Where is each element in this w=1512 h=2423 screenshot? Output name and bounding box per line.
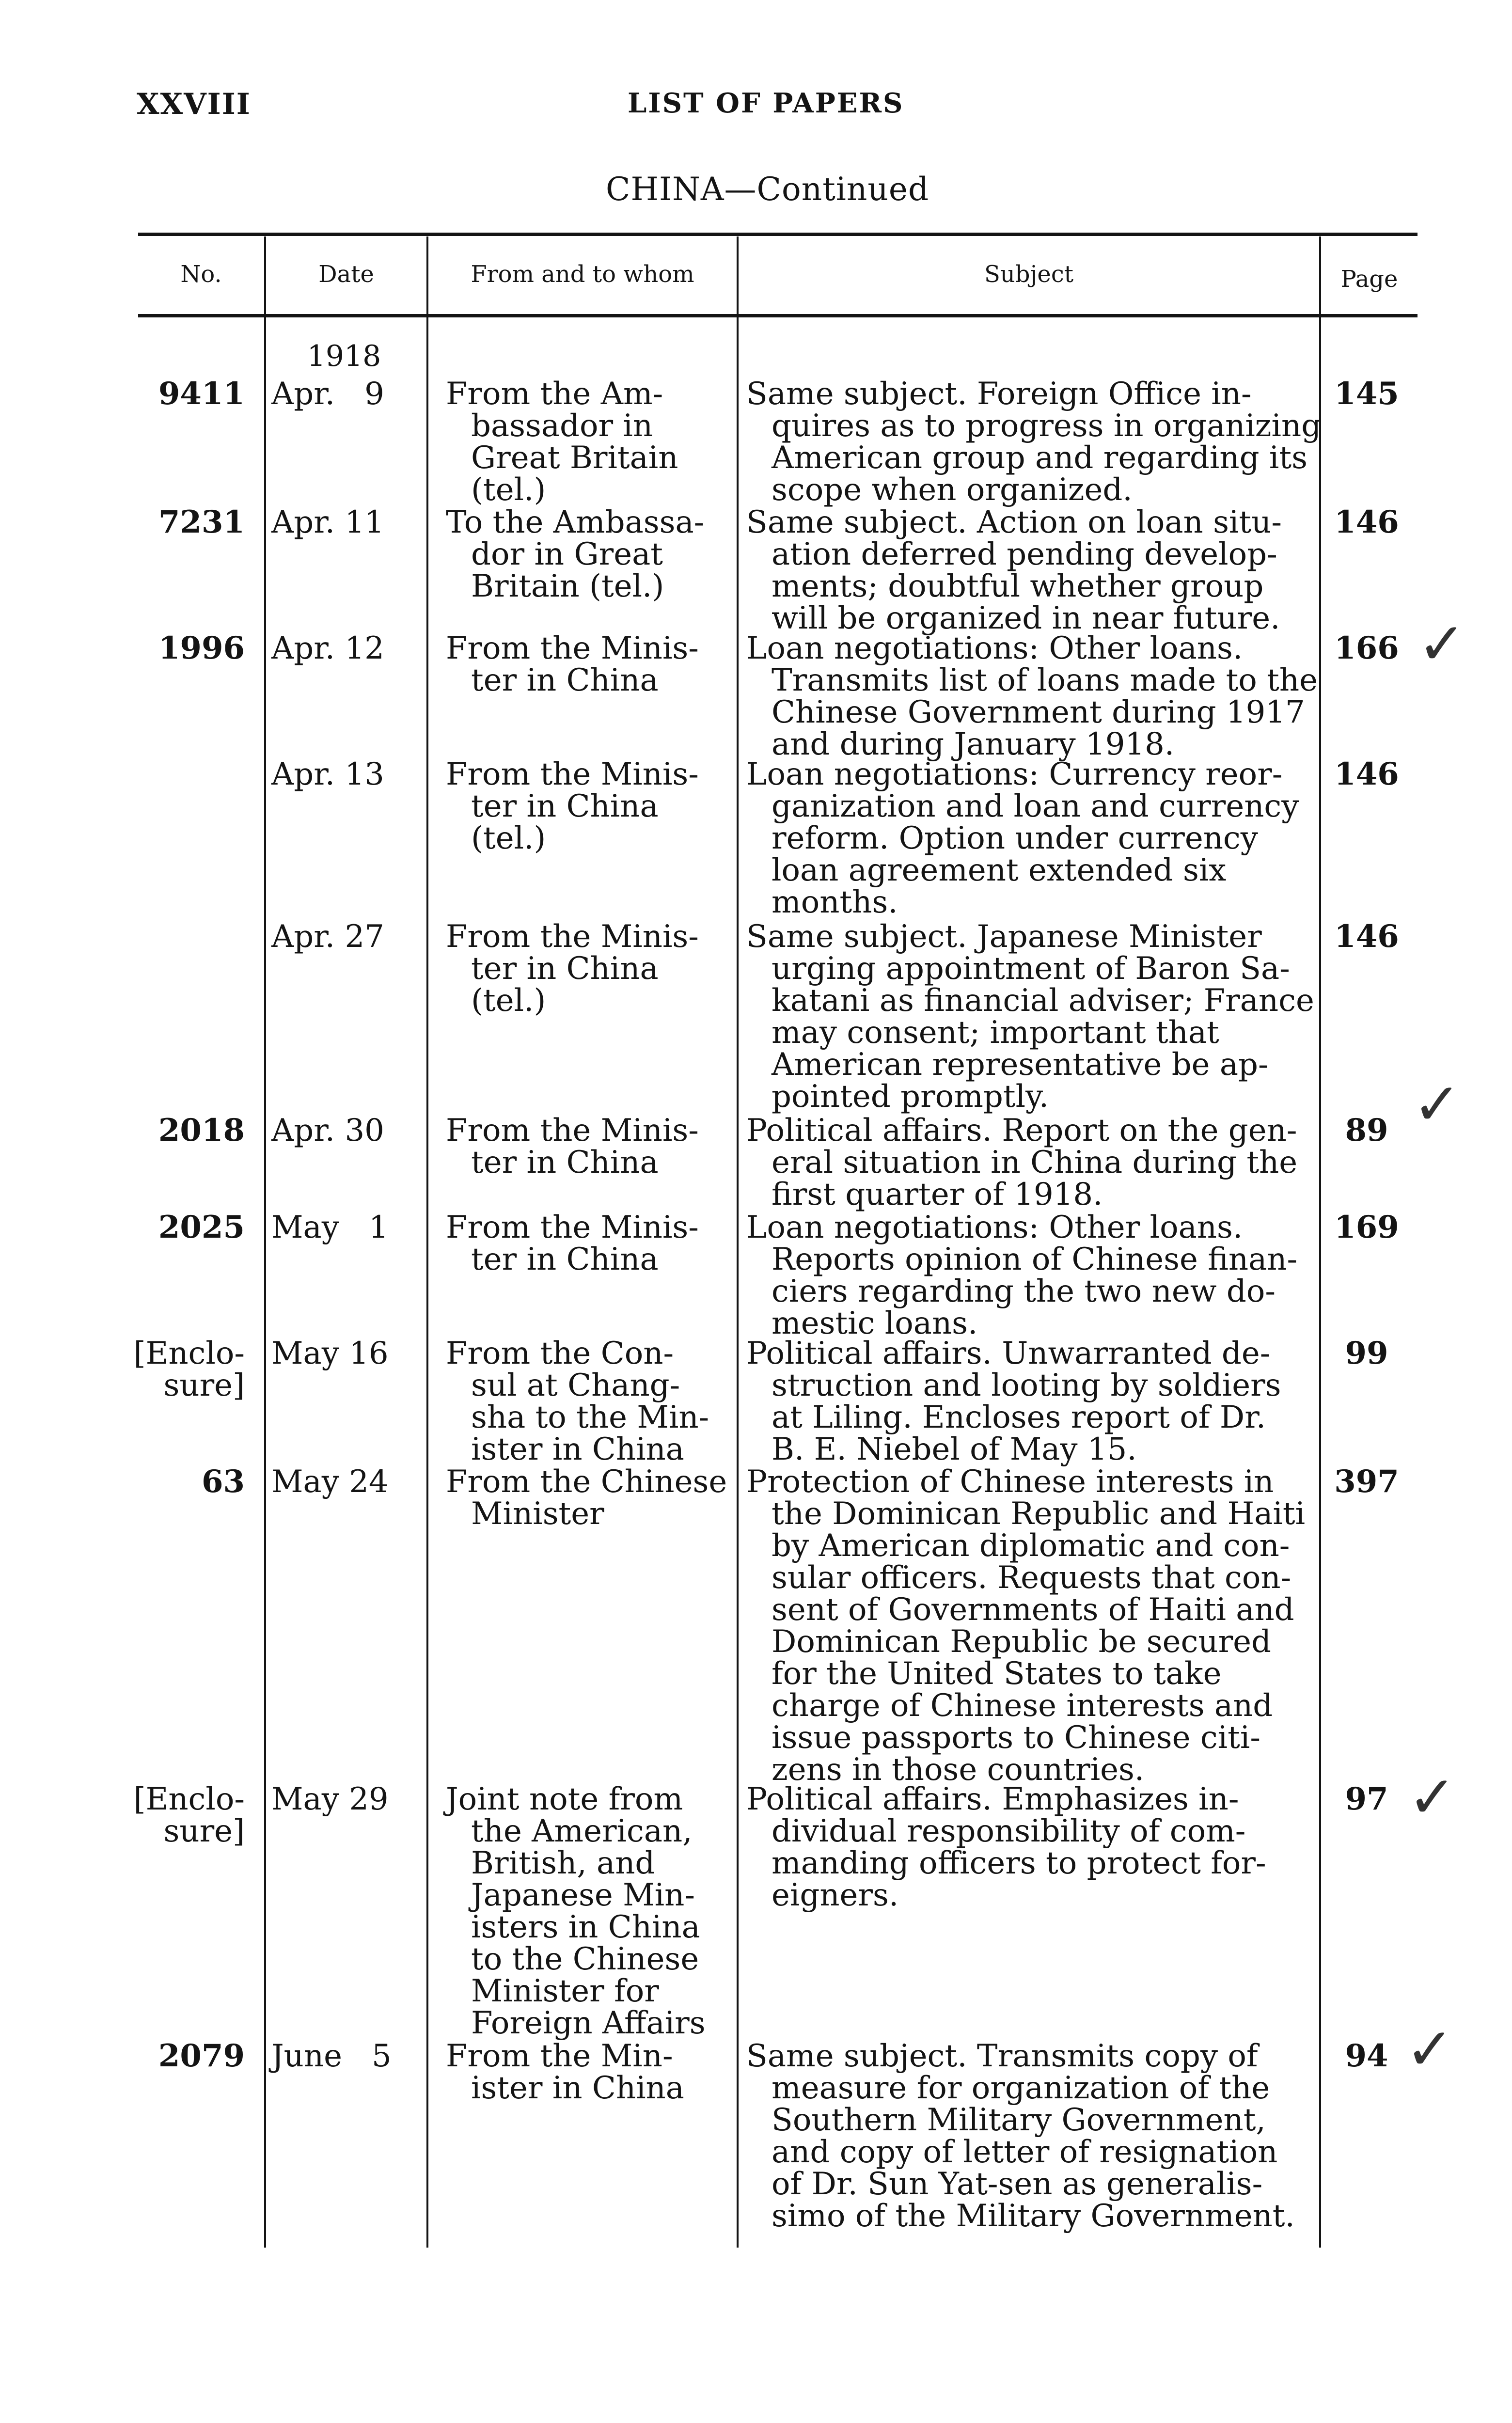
cell-date: Apr. 12: [271, 630, 384, 666]
cell-subject-line: Southern Military Government,: [772, 2102, 1266, 2138]
cell-subject-line: Protection of Chinese interests in: [746, 1464, 1274, 1500]
cell-from-line: bassador in: [471, 408, 653, 444]
cell-from-line: From the Am-: [446, 376, 663, 412]
cell-subject: [746, 758, 1308, 918]
cell-subject-line: American group and regarding its: [772, 440, 1307, 476]
cell-from-line: From the Minis-: [446, 919, 699, 955]
cell-subject-line: and copy of letter of resignation: [772, 2134, 1278, 2170]
cell-subject-line: by American diplomatic and con-: [772, 1528, 1290, 1564]
cell-from-line: From the Min-: [446, 2038, 673, 2074]
column-divider: [737, 236, 739, 2248]
cell-from-line: Minister for: [471, 1973, 659, 2009]
cell-subject-line: struction and looting by soldiers: [772, 1368, 1281, 1403]
page-header: [0, 87, 1512, 131]
column-header-date: Date: [318, 261, 374, 288]
cell-subject-line: loan agreement extended six: [772, 852, 1227, 888]
cell-from: [446, 1337, 727, 1465]
cell-subject-line: B. E. Niebel of May 15.: [772, 1432, 1137, 1467]
cell-date: May 24: [271, 1464, 389, 1500]
cell-subject-line: Loan negotiations: Other loans.: [746, 1210, 1243, 1245]
cell-from-line: Foreign Affairs: [471, 2005, 706, 2041]
cell-from: [446, 758, 727, 854]
cell-page: 166: [1334, 630, 1399, 666]
cell-from-line: (tel.): [471, 983, 546, 1019]
cell-number-line: sure]: [163, 1368, 245, 1403]
cell-from-line: Great Britain: [471, 440, 678, 476]
cell-from: [446, 2040, 727, 2104]
cell-page: 99: [1345, 1335, 1388, 1371]
cell-subject-line: mestic loans.: [772, 1306, 978, 1341]
cell-subject-line: will be organized in near future.: [772, 600, 1280, 636]
table-top-rule: [138, 233, 1418, 236]
cell-from-line: Minister: [471, 1496, 604, 1532]
cell-date: Apr. 30: [271, 1113, 384, 1149]
cell-from-line: British, and: [471, 1845, 655, 1881]
cell-subject: [746, 1783, 1308, 1911]
cell-date: June 5: [271, 2038, 392, 2074]
cell-subject: [746, 919, 1314, 1115]
cell-number: 2025: [158, 1209, 245, 1245]
cell-subject-line: Chinese Government during 1917: [772, 694, 1305, 730]
check-mark-icon: ✓: [1408, 1764, 1457, 1831]
check-mark-icon: ✓: [1405, 2016, 1454, 2083]
cell-subject-line: the Dominican Republic and Haiti: [772, 1496, 1306, 1532]
cell-subject: [746, 1466, 1308, 1786]
column-header-from: From and to whom: [471, 261, 694, 288]
cell-subject-line: eigners.: [772, 1877, 899, 1913]
cell-from-line: Britain (tel.): [471, 568, 664, 604]
cell-subject-line: Political affairs. Emphasizes in-: [746, 1781, 1239, 1817]
cell-subject-line: Transmits list of loans made to the: [772, 662, 1318, 698]
cell-subject-line: dividual responsibility of com-: [772, 1813, 1246, 1849]
column-header-subject: Subject: [984, 261, 1073, 288]
cell-from: [446, 921, 727, 1017]
cell-from-line: (tel.): [471, 820, 546, 856]
cell-page: 146: [1334, 918, 1399, 955]
cell-from: [446, 1115, 727, 1179]
cell-subject-line: Same subject. Action on loan situ-: [746, 504, 1282, 540]
cell-from-line: From the Minis-: [446, 1210, 699, 1245]
cell-date: Apr. 9: [271, 376, 384, 412]
cell-subject-line: Same subject. Foreign Office in-: [746, 376, 1252, 412]
cell-number: [116, 1783, 245, 1847]
cell-from-line: dor in Great: [471, 536, 663, 572]
cell-from-line: ter in China: [471, 951, 659, 987]
cell-from-line: ter in China: [471, 662, 659, 698]
cell-from-line: (tel.): [471, 472, 546, 508]
cell-from-line: ter in China: [471, 788, 659, 824]
cell-from: [446, 1212, 727, 1275]
cell-page: 94: [1345, 2038, 1388, 2074]
page-title: LIST OF PAPERS: [628, 87, 904, 119]
cell-from-line: ister in China: [471, 2070, 684, 2106]
cell-number-line: [Enclo-: [133, 1336, 245, 1371]
cell-from-line: Joint note from: [446, 1781, 683, 1817]
cell-date: Apr. 11: [271, 504, 384, 540]
cell-subject-line: ciers regarding the two new do-: [772, 1274, 1276, 1309]
cell-from: [446, 378, 727, 506]
cell-from-line: From the Chinese: [446, 1464, 727, 1500]
cell-subject-line: Loan negotiations: Other loans.: [746, 630, 1243, 666]
cell-date: Apr. 27: [271, 919, 384, 955]
cell-subject-line: issue passports to Chinese citi-: [772, 1720, 1260, 1756]
column-header-page: Page: [1340, 266, 1398, 293]
cell-page: 97: [1345, 1781, 1388, 1817]
cell-from: [446, 1466, 727, 1530]
page-number: XXVIII: [137, 87, 251, 121]
cell-from-line: sul at Chang-: [471, 1368, 680, 1403]
cell-subject-line: at Liling. Encloses report of Dr.: [772, 1400, 1266, 1435]
cell-subject-line: ments; doubtful whether group: [772, 568, 1264, 604]
cell-subject-line: Political affairs. Report on the gen-: [746, 1113, 1297, 1149]
cell-subject-line: urging appointment of Baron Sa-: [772, 951, 1290, 987]
cell-subject-line: of Dr. Sun Yat-sen as generalis-: [772, 2166, 1263, 2202]
cell-number: 63: [201, 1463, 245, 1500]
cell-subject: [746, 630, 1318, 762]
cell-subject-line: measure for organization of the: [772, 2070, 1270, 2106]
cell-page: 145: [1334, 376, 1399, 412]
cell-from-line: sha to the Min-: [471, 1400, 709, 1435]
cell-from: [446, 1783, 727, 2039]
cell-subject-line: zens in those countries.: [772, 1752, 1145, 1788]
cell-from-line: Japanese Min-: [471, 1877, 695, 1913]
column-header-no: No.: [180, 261, 222, 288]
cell-subject-line: Same subject. Japanese Minister: [746, 919, 1262, 955]
cell-subject: [746, 1115, 1308, 1211]
cell-subject: [746, 2040, 1308, 2232]
cell-page: 169: [1334, 1209, 1399, 1245]
cell-date: May 1: [271, 1210, 389, 1245]
cell-page: 89: [1345, 1112, 1388, 1149]
cell-number: 2018: [158, 1112, 245, 1149]
cell-subject-line: may consent; important that: [772, 1015, 1219, 1051]
cell-from-line: ister in China: [471, 1432, 684, 1467]
cell-page: 146: [1334, 504, 1399, 540]
cell-from-line: ter in China: [471, 1242, 659, 1277]
cell-subject-line: and during January 1918.: [772, 726, 1175, 762]
cell-from-line: ter in China: [471, 1145, 659, 1180]
cell-number: 1996: [158, 630, 245, 666]
cell-date: May 29: [271, 1781, 389, 1817]
cell-subject-line: Political affairs. Unwarranted de-: [746, 1336, 1271, 1371]
cell-from-line: To the Ambassa-: [446, 504, 705, 540]
cell-from-line: From the Minis-: [446, 756, 699, 792]
check-mark-icon: ✓: [1413, 1071, 1462, 1138]
cell-subject-line: sent of Governments of Haiti and: [772, 1592, 1294, 1628]
cell-from: [446, 506, 727, 602]
cell-page: 146: [1334, 756, 1399, 792]
cell-subject-line: ation deferred pending develop-: [772, 536, 1277, 572]
cell-from-line: to the Chinese: [471, 1941, 699, 1977]
cell-subject-line: for the United States to take: [772, 1656, 1222, 1692]
cell-number: [116, 1337, 245, 1401]
cell-subject-line: katani as financial adviser; France: [772, 983, 1314, 1019]
cell-subject-line: manding officers to protect for-: [772, 1845, 1266, 1881]
cell-subject-line: sular officers. Requests that con-: [772, 1560, 1292, 1596]
cell-number: 2079: [158, 2038, 245, 2074]
cell-subject-line: months.: [772, 884, 898, 920]
cell-number-line: [Enclo-: [133, 1781, 245, 1817]
cell-from: [446, 632, 727, 696]
cell-from-line: From the Minis-: [446, 1113, 699, 1149]
cell-subject: [746, 1337, 1308, 1465]
cell-subject-line: scope when organized.: [772, 472, 1133, 508]
cell-subject-line: simo of the Military Government.: [772, 2198, 1295, 2234]
cell-from-line: isters in China: [471, 1909, 700, 1945]
year-label: 1918: [307, 339, 381, 373]
cell-date: Apr. 13: [271, 756, 384, 792]
cell-page: 397: [1334, 1463, 1399, 1500]
header-bottom-rule: [138, 314, 1418, 317]
cell-from-line: From the Minis-: [446, 630, 699, 666]
cell-subject-line: eral situation in China during the: [772, 1145, 1298, 1180]
cell-from-line: From the Con-: [446, 1336, 674, 1371]
cell-number: 7231: [158, 504, 245, 540]
cell-subject-line: pointed promptly.: [772, 1079, 1049, 1115]
cell-subject-line: Reports opinion of Chinese finan-: [772, 1242, 1298, 1277]
cell-number: 9411: [158, 376, 245, 412]
column-divider: [426, 236, 428, 2248]
cell-subject-line: charge of Chinese interests and: [772, 1688, 1273, 1724]
section-title: CHINA—Continued: [606, 171, 929, 208]
cell-date: May 16: [271, 1336, 389, 1371]
cell-subject-line: ganization and loan and currency: [772, 788, 1299, 824]
cell-number-line: sure]: [163, 1813, 245, 1849]
cell-subject-line: quires as to progress in organizing: [772, 408, 1322, 444]
cell-subject: [746, 376, 1322, 508]
cell-subject: [746, 1212, 1308, 1339]
column-divider: [264, 236, 266, 2248]
cell-subject-line: American representative be ap-: [772, 1047, 1269, 1083]
cell-subject-line: Dominican Republic be secured: [772, 1624, 1271, 1660]
cell-subject: [746, 506, 1308, 634]
cell-subject-line: Same subject. Transmits copy of: [746, 2038, 1258, 2074]
cell-subject-line: reform. Option under currency: [772, 820, 1258, 856]
cell-subject-line: Loan negotiations: Currency reor-: [746, 756, 1283, 792]
check-mark-icon: ✓: [1418, 611, 1466, 678]
cell-subject-line: first quarter of 1918.: [772, 1177, 1103, 1212]
cell-from-line: the American,: [471, 1813, 693, 1849]
